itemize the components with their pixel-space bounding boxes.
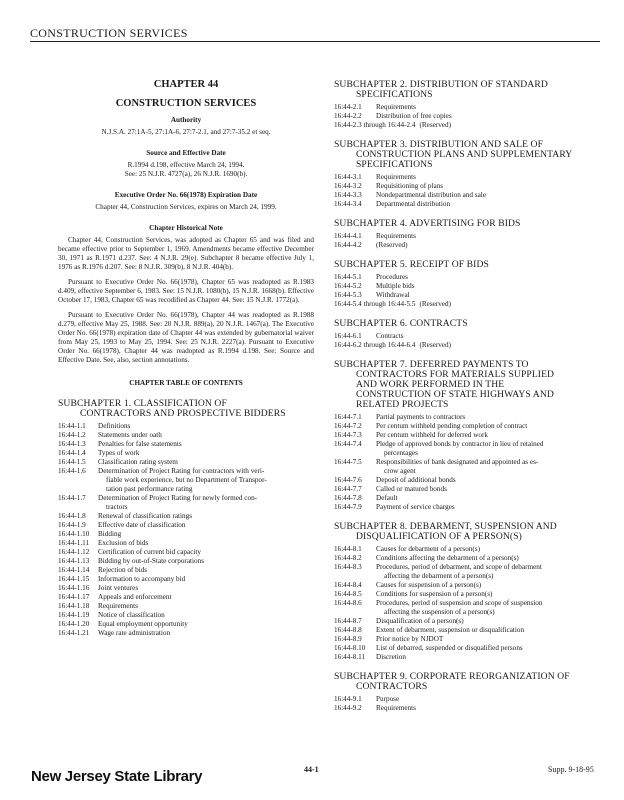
section-title: Notice of classification: [98, 611, 165, 619]
section-title: Procedures, period of debarment, and scope of debarment affecting the debarment of a person(s): [376, 563, 542, 580]
toc-entry: [334, 626, 600, 635]
toc-entry: [334, 563, 600, 581]
subchapter-2-sections: [334, 103, 600, 130]
section-number: 16:44-1.13: [58, 557, 90, 565]
section-title: Exclusion of bids: [98, 539, 149, 547]
section-title: Requirements: [376, 704, 416, 712]
subchapter-5-title: SUBCHAPTER 5. RECEIPT OF BIDS: [334, 259, 489, 270]
toc-entry: [334, 476, 600, 485]
section-title: Requisitioning of plans: [376, 182, 444, 190]
section-title: (Reserved): [419, 341, 451, 349]
toc-entry: [334, 413, 600, 422]
supplement-date: Supp. 9-18-95: [548, 765, 594, 774]
section-number: 16:44-9.2: [334, 704, 362, 712]
toc-entry: [58, 602, 314, 611]
subchapter-4-sections: [334, 232, 600, 250]
authority-text: N.J.S.A. 27:1A-5, 27:1A-6, 27:7-2.1, and 27:7-35.2 et seq.: [101, 128, 271, 136]
section-number: 16:44-1.20: [58, 620, 90, 628]
section-number: 16:44-7.6: [334, 476, 362, 484]
section-number: 16:44-1.9: [58, 521, 86, 529]
section-title: Called or matured bonds: [376, 485, 447, 493]
section-title: Conditions affecting the debarment of a person(s): [376, 554, 519, 562]
section-number: 16:44-5.3: [334, 291, 362, 299]
section-title: Wage rate administration: [98, 629, 171, 637]
toc-entry: [334, 545, 600, 554]
section-number: 16:44-7.3: [334, 431, 362, 439]
section-number: 16:44-3.3: [334, 191, 362, 199]
section-title: Causes for suspension of a person(s): [376, 581, 482, 589]
toc-entry: [334, 273, 600, 282]
toc-entry: [58, 521, 314, 530]
toc-entry: [58, 458, 314, 467]
toc-entry: [334, 494, 600, 503]
toc-entry: [58, 548, 314, 557]
section-number: 16:44-7.1: [334, 413, 362, 421]
section-number: 16:44-1.1: [58, 422, 86, 430]
section-title: Determination of Project Rating for newly formed con- tractors: [98, 494, 258, 511]
source-heading: Source and Effective Date: [146, 149, 226, 157]
toc-entry: [334, 704, 600, 713]
history-paragraph: Pursuant to Executive Order No. 66(1978), Chapter 65 was readopted as R.1983 d.409, effective September 6, 1983. See: 15 N.J.R. 1080(b), 15 N.J.R. 1668(b). Effective October 17, 1983, Chapter 65 was recodified as Chapter 44. See: 15 N.J.R. 1772(a).: [58, 278, 314, 304]
toc-entry: [334, 191, 600, 200]
section-number: 16:44-1.11: [58, 539, 90, 547]
toc-entry: [334, 173, 600, 182]
section-title: Conditions for suspension of a person(s): [376, 590, 493, 598]
subchapter-7-sections: [334, 413, 600, 512]
section-number: 16:44-2.1: [334, 103, 362, 111]
toc-entry: [334, 581, 600, 590]
section-number: 16:44-1.2: [58, 431, 86, 439]
subchapter-7-title: SUBCHAPTER 7. DEFERRED PAYMENTS TO CONTRACTORS FOR MATERIALS SUPPLIED AND WORK PERFORMED IN THE CONSTRUCTION OF STATE HIGHWAYS AND RELATED PROJECTS: [334, 359, 555, 410]
section-title: Per centum withheld pending completion of contract: [376, 422, 528, 430]
section-number: 16:44-7.9: [334, 503, 362, 511]
subchapter-3-title: SUBCHAPTER 3. DISTRIBUTION AND SALE OF CONSTRUCTION PLANS AND SUPPLEMENTARY SPECIFICATIONS: [334, 139, 573, 170]
subchapter-8-title: SUBCHAPTER 8. DEBARMENT, SUSPENSION AND DISQUALIFICATION OF A PERSON(S): [334, 521, 557, 542]
toc-entry: [58, 440, 314, 449]
section-title: Departmental distribution: [376, 200, 451, 208]
section-number: 16:44-7.8: [334, 494, 362, 502]
section-title: List of debarred, suspended or disqualified persons: [376, 644, 523, 652]
toc-entry: [334, 590, 600, 599]
toc-entry: [334, 431, 600, 440]
subchapter-6-sections: [334, 332, 600, 350]
section-number: 16:44-6.2 through 16:44-6.4: [334, 341, 416, 349]
section-title: Payment of service charges: [376, 503, 455, 511]
toc-entry: [58, 575, 314, 584]
section-title: Penalties for false statements: [98, 440, 182, 448]
toc-entry: [58, 593, 314, 602]
section-title: Definitions: [98, 422, 131, 430]
toc-entry: [334, 241, 600, 250]
source-line: See: 25 N.J.R. 4727(a), 26 N.J.R. 1690(b).: [124, 170, 248, 178]
section-number: 16:44-1.18: [58, 602, 90, 610]
section-title: Purpose: [376, 695, 400, 703]
history-paragraph: Pursuant to Executive Order No. 66(1978), Chapter 44 was readopted as R.1988 d.279, effective May 25, 1988. See: 20 N.J.R. 889(a), 20 N.J.R. 1467(a). The Executive Order No. 66(1978) expiration date of Chapter 44 was extended by gubernatorial waiver from May 25, 1993 to May 25, 1994. See: 25 N.J.R. 2227(a). Pursuant to Executive Order No. 66(1978), Chapter 44 was readopted as R.1994 d.198. See: Source and Effective Date. See, also, section annotations.: [58, 311, 314, 364]
subchapter-2-title: SUBCHAPTER 2. DISTRIBUTION OF STANDARD SPECIFICATIONS: [334, 79, 548, 100]
history-heading: Chapter Historical Note: [149, 224, 223, 232]
section-title: Types of work: [98, 449, 140, 457]
section-title: Withdrawal: [376, 291, 410, 299]
section-title: Causes for debarment of a person(s): [376, 545, 480, 553]
toc-entry: [334, 599, 600, 617]
section-number: 16:44-3.2: [334, 182, 362, 190]
toc-entry: [58, 611, 314, 620]
toc-entry: [58, 494, 314, 512]
section-number: 16:44-7.7: [334, 485, 362, 493]
section-number: 16:44-2.2: [334, 112, 362, 120]
section-number: 16:44-8.1: [334, 545, 362, 553]
section-number: 16:44-7.4: [334, 440, 362, 448]
section-number: 16:44-8.7: [334, 617, 362, 625]
toc-entry: [334, 103, 600, 112]
header-rule: [30, 41, 600, 42]
section-number: 16:44-4.1: [334, 232, 362, 240]
section-number: 16:44-8.2: [334, 554, 362, 562]
section-number: 16:44-1.6: [58, 467, 86, 475]
section-number: 16:44-1.14: [58, 566, 90, 574]
section-number: 16:44-5.1: [334, 273, 362, 281]
section-title: Prior notice by NJDOT: [376, 635, 444, 643]
toc-entry: [334, 291, 600, 300]
toc-entry: [58, 431, 314, 440]
section-title: Certification of current bid capacity: [98, 548, 201, 556]
section-number: 16:44-5.2: [334, 282, 362, 290]
section-title: (Reserved): [376, 241, 408, 249]
subchapter-3-sections: [334, 173, 600, 209]
toc-entry: [58, 557, 314, 566]
section-number: 16:44-7.5: [334, 458, 362, 466]
toc-heading: CHAPTER TABLE OF CONTENTS: [129, 379, 243, 387]
subchapter-9-sections: [334, 695, 600, 713]
toc-entry: [58, 629, 314, 638]
section-title: Equal employment opportunity: [98, 620, 188, 628]
eo-text: Chapter 44, Construction Services, expires on March 24, 1999.: [95, 203, 277, 211]
section-number: 16:44-1.17: [58, 593, 90, 601]
section-title: (Reserved): [419, 121, 451, 129]
section-number: 16:44-1.21: [58, 629, 90, 637]
section-title: Default: [376, 494, 398, 502]
section-title: Appeals and enforcement: [98, 593, 172, 601]
section-number: 16:44-8.5: [334, 590, 362, 598]
section-title: Bidding: [98, 530, 122, 538]
section-number: 16:44-1.8: [58, 512, 86, 520]
section-number: 16:44-1.3: [58, 440, 86, 448]
toc-entry: [334, 617, 600, 626]
toc-entry: [58, 620, 314, 629]
subchapter-6-title: SUBCHAPTER 6. CONTRACTS: [334, 318, 468, 329]
section-title: Disqualification of a person(s): [376, 617, 464, 625]
right-column: [334, 80, 600, 723]
subchapter-4-title: SUBCHAPTER 4. ADVERTISING FOR BIDS: [334, 218, 521, 229]
section-number: 16:44-8.4: [334, 581, 362, 589]
section-title: Requirements: [376, 173, 416, 181]
section-title: Determination of Project Rating for contractors with veri- fiable work experience, but no Department of Transpor- tation past performance rating: [98, 467, 267, 493]
section-title: Contracts: [376, 332, 404, 340]
authority-heading: Authority: [170, 116, 202, 124]
section-title: Joint ventures: [98, 584, 139, 592]
section-title: Pledge of approved bonds by contractor in lieu of retained percentages: [376, 440, 544, 457]
subchapter-1-sections: [58, 422, 314, 638]
section-title: (Reserved): [419, 300, 451, 308]
section-number: 16:44-1.19: [58, 611, 90, 619]
toc-entry: [334, 121, 600, 130]
toc-entry: [334, 232, 600, 241]
section-number: 16:44-9.1: [334, 695, 362, 703]
section-number: 16:44-8.8: [334, 626, 362, 634]
section-title: Partial payments to contractors: [376, 413, 466, 421]
toc-entry: [58, 539, 314, 548]
toc-entry: [334, 503, 600, 512]
subchapter-1-title: SUBCHAPTER 1. CLASSIFICATION OF CONTRACTORS AND PROSPECTIVE BIDDERS: [58, 398, 286, 419]
page-number: 44-1: [304, 765, 319, 774]
toc-entry: [334, 554, 600, 563]
section-number: 16:44-8.10: [334, 644, 366, 652]
history-paragraph: Chapter 44, Construction Services, was adopted as Chapter 65 and was filed and became effective prior to September 1, 1969. Amendments became effective December 30, 1971 as R.1971 d.237. See: 4 N.J.R. 29(e). Subchapter 8 became effective July 1, 1976 as R.1976 d.207. See: 8 N.J.R. 309(b), 8 N.J.R. 404(b).: [58, 236, 314, 271]
section-title: Extent of debarment, suspension or disqualification: [376, 626, 525, 634]
section-title: Procedures, period of suspension and scope of suspension affecting the suspension of a person(s): [376, 599, 543, 616]
section-number: 16:44-1.12: [58, 548, 90, 556]
toc-entry: [58, 449, 314, 458]
left-column: [58, 80, 314, 648]
toc-entry: [58, 422, 314, 431]
section-title: Rejection of bids: [98, 566, 148, 574]
section-title: Distribution of free copies: [376, 112, 452, 120]
chapter-number: CHAPTER 44: [153, 79, 219, 90]
section-number: 16:44-6.1: [334, 332, 362, 340]
section-number: 16:44-7.2: [334, 422, 362, 430]
section-number: 16:44-8.3: [334, 563, 362, 571]
toc-entry: [334, 200, 600, 209]
toc-entry: [334, 485, 600, 494]
toc-entry: [334, 422, 600, 431]
section-title: Deposit of additional bonds: [376, 476, 456, 484]
toc-entry: [58, 512, 314, 521]
section-number: 16:44-1.7: [58, 494, 86, 502]
section-title: Bidding by out-of-State corporations: [98, 557, 204, 565]
section-title: Per centum withheld for deferred work: [376, 431, 488, 439]
subchapter-9-title: SUBCHAPTER 9. CORPORATE REORGANIZATION OF CONTRACTORS: [334, 671, 570, 692]
section-title: Nondepartmental distribution and sale: [376, 191, 486, 199]
section-title: Statements under oath: [98, 431, 162, 439]
toc-entry: [334, 341, 600, 350]
section-number: 16:44-8.6: [334, 599, 362, 607]
section-title: Responsibilities of bank designated and appointed as es- crow agent: [376, 458, 539, 475]
section-number: 16:44-1.5: [58, 458, 86, 466]
section-number: 16:44-1.4: [58, 449, 86, 457]
section-number: 16:44-3.1: [334, 173, 362, 181]
source-line: R.1994 d.198, effective March 24, 1994.: [127, 161, 245, 169]
eo-heading: Executive Order No. 66(1978) Expiration Date: [114, 191, 258, 199]
section-number: 16:44-1.10: [58, 530, 90, 538]
section-title: Requirements: [376, 103, 416, 111]
toc-entry: [334, 440, 600, 458]
section-title: Effective date of classification: [98, 521, 186, 529]
section-number: 16:44-8.11: [334, 653, 366, 661]
section-number: 16:44-2.3 through 16:44-2.4: [334, 121, 416, 129]
toc-entry: [334, 695, 600, 704]
toc-entry: [334, 458, 600, 476]
toc-entry: [334, 653, 600, 662]
toc-entry: [334, 644, 600, 653]
section-title: Requirements: [98, 602, 138, 610]
section-number: 16:44-1.15: [58, 575, 90, 583]
toc-entry: [58, 566, 314, 575]
toc-entry: [334, 112, 600, 121]
section-title: Requirements: [376, 232, 416, 240]
section-number: 16:44-1.16: [58, 584, 90, 592]
subchapter-8-sections: [334, 545, 600, 662]
chapter-title: CONSTRUCTION SERVICES: [115, 98, 257, 109]
toc-entry: [334, 332, 600, 341]
toc-entry: [334, 282, 600, 291]
section-title: Discretion: [376, 653, 406, 661]
section-title: Information to accompany bid: [98, 575, 186, 583]
subchapter-5-sections: [334, 273, 600, 309]
section-title: Multiple bids: [376, 282, 415, 290]
toc-entry: [334, 635, 600, 644]
section-title: Classification rating system: [98, 458, 178, 466]
toc-entry: [334, 182, 600, 191]
section-number: 16:44-8.9: [334, 635, 362, 643]
toc-entry: [58, 584, 314, 593]
toc-entry: [334, 300, 600, 309]
section-number: 16:44-3.4: [334, 200, 362, 208]
section-title: Renewal of classification ratings: [98, 512, 193, 520]
running-head: CONSTRUCTION SERVICES: [30, 26, 188, 40]
library-logo: New Jersey State Library: [31, 768, 203, 785]
toc-entry: [58, 467, 314, 494]
toc-entry: [58, 530, 314, 539]
section-number: 16:44-4.2: [334, 241, 362, 249]
section-number: 16:44-5.4 through 16:44-5.5: [334, 300, 416, 308]
section-title: Procedures: [376, 273, 408, 281]
